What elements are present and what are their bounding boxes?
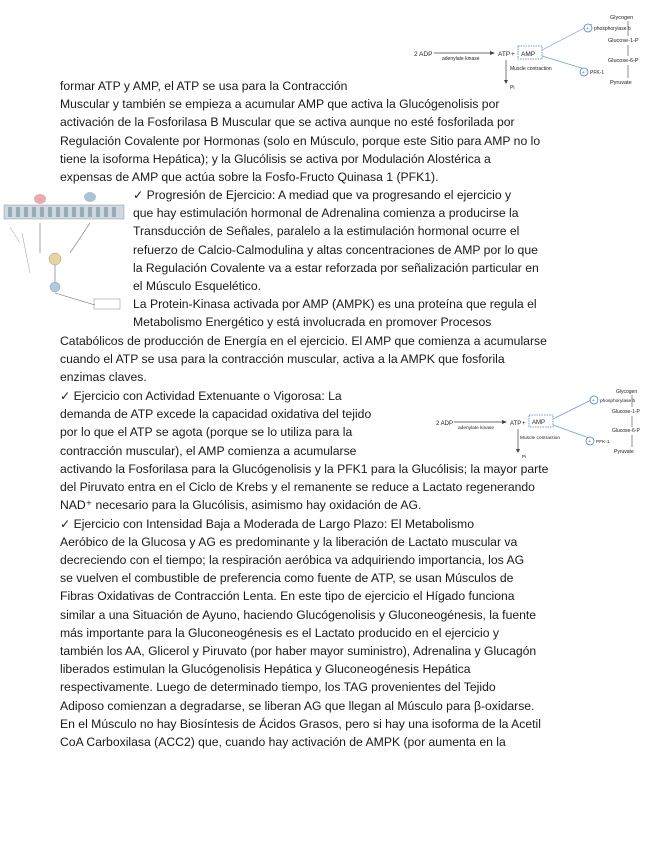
diagram-label-muscle: Muscle contraction	[510, 66, 552, 72]
diagram-label-g6p: Glucose-6-P	[612, 428, 640, 434]
text-line: expensas de AMP que actúa sobre la Fosfo-Fructo Quinasa 1 (PFK1).	[60, 170, 439, 185]
text-line: respectivamente. Luego de determinado tiempo, los TAG provenientes del Tejido	[60, 680, 496, 695]
svg-text:+: +	[522, 421, 526, 427]
diagram-label-phosphorylase: phosphorylase b	[600, 399, 636, 404]
text-line: la Regulación Covalente va a estar reforzada por señalización particular en	[133, 260, 539, 275]
text-line: del Piruvato entra en el Ciclo de Krebs y el remanente se reduce a Lactato regenerando	[60, 480, 535, 495]
svg-text:+: +	[592, 398, 595, 404]
diagram-label-adp: 2 ADP	[436, 421, 454, 427]
text-line: por lo que el ATP se agota (porque se lo utiliza para la	[60, 425, 353, 440]
text-line: demanda de ATP excede la capacidad oxidativa del tejido	[60, 407, 372, 422]
diagram-label-atp: ATP	[510, 421, 522, 427]
text-line: contracción muscular), el AMP comienza a acumularse	[60, 443, 357, 458]
text-line: ✓ Ejercicio con Intensidad Baja a Moderada de Largo Plazo: El Metabolismo	[60, 516, 474, 531]
diagram-label-pi: Pi	[522, 455, 527, 460]
paragraph-atp-amp	[60, 77, 605, 186]
text-line: Adiposo comienzan a degradarse, se liberan AG que llegan al Músculo para β-oxidarse.	[60, 698, 535, 713]
diagram-label-pyruvate: Pyruvate	[614, 449, 634, 455]
diagram-label-pfk: PFK-1	[590, 70, 605, 76]
diagram-label-pyruvate: Pyruvate	[610, 80, 632, 86]
text-line: el Músculo Esquelético.	[133, 279, 262, 294]
paragraph-progresion-ejercicio	[133, 186, 608, 332]
text-line: NAD⁺ necesario para la Glucólisis, asimismo hay oxidación de AG.	[60, 498, 422, 513]
text-line: Fibras Oxidativas de Contracción Lenta. En este tipo de ejercicio el Hígado funciona	[60, 589, 515, 604]
diagram-label-adp: 2 ADP	[414, 51, 433, 58]
diagram-label-g1p: Glucose-1-P	[612, 409, 640, 415]
diagram-label-phosphorylase: phosphorylase b	[594, 26, 631, 32]
text-line: Regulación Covalente por Hormonas (solo en Músculo, porque este Sitio para AMP no lo	[60, 133, 541, 148]
text-line: CoA Carboxilasa (ACC2) que, cuando hay activación de AMPK (por aumenta en la	[60, 735, 506, 750]
text-line: Metabolismo Energético y está involucrada en promover Procesos	[133, 315, 492, 330]
text-line: activando la Fosforilasa para la Glucógenolisis y la PFK1 para la Glucólisis; la mayor parte	[60, 462, 549, 476]
diagram-label-atp: ATP	[498, 51, 511, 58]
text-line: tiene la isoforma Hepática); y la Glucólisis se activa por Modulación Alostérica a	[60, 151, 491, 166]
diagram-label-pi: Pi	[510, 85, 515, 91]
text-line: cuando el ATP se usa para la contracción muscular, activa a la AMPK que fosforila	[60, 352, 505, 367]
diagram-label-amp: AMP	[532, 420, 546, 426]
text-line: decreciendo con el tiempo; la respiración aeróbica va adquiriendo importancia, los AG	[60, 553, 525, 568]
diagram-label-muscle: Muscle contraction	[520, 436, 560, 441]
paragraph-ejercicio-largo-plazo	[60, 460, 605, 751]
text-line: liberados estimulan la Glucógenolisis Hepática y Gluconeogénesis Hepática	[60, 662, 471, 677]
text-line: similar a una Situación de Ayuno, haciendo Glucógenolisis y Gluconeogénesis, la fuente	[60, 607, 537, 622]
text-line: Aeróbico de la Glucosa y AG es predominante y la liberación de Lactato muscular va	[60, 534, 518, 549]
svg-text:+: +	[582, 70, 585, 76]
diagram-label-enzyme: adenylate kinase	[442, 56, 480, 62]
signal-transduction-diagram	[0, 183, 128, 315]
diagram-label-amp: AMP	[521, 51, 536, 58]
diagram-label-g6p: Glucose-6-P	[608, 58, 639, 64]
text-line: que hay estimulación hormonal de Adrenalina comienza a producirse la	[133, 206, 519, 221]
text-line: activación de la Fosforilasa B Muscular que se activa aunque no esté fosforilada por	[60, 115, 515, 130]
text-line: ✓ Ejercicio con Actividad Extenuante o Vigorosa: La	[60, 389, 342, 403]
diagram-label-glycogen: Glycogen	[610, 15, 634, 21]
text-line: Muscular y también se empieza a acumular AMP que activa la Glucógenolisis por	[60, 97, 500, 112]
diagram-label-glycogen: Glycogen	[616, 389, 638, 395]
paragraph-ampk	[60, 332, 605, 387]
text-line: La Protein-Kinasa activada por AMP (AMPK) es una proteína que regula el	[133, 297, 537, 312]
amp-activation-diagram-mid	[432, 387, 650, 461]
paragraph-ejercicio-extenuante	[60, 387, 420, 460]
diagram-label-enzyme: adenylate kinase	[458, 426, 495, 431]
text-line: En el Músculo no hay Biosíntesis de Ácidos Grasos, pero si hay una isoforma de la Acetil	[60, 716, 541, 731]
text-line: también los AA, Glicerol y Piruvato (por haber mayor suministro), Adrenalina y Glucagón	[60, 644, 537, 659]
text-line: formar ATP y AMP, el ATP se usa para la Contracción	[60, 79, 348, 93]
svg-text:+: +	[586, 26, 589, 32]
text-line: refuerzo de Calcio-Calmodulina y altas concentraciones de AMP por lo que	[133, 242, 538, 257]
text-line: se vuelven el combustible de preferencia como fuente de ATP, se usan Músculos de	[60, 571, 514, 586]
text-line: Transducción de Señales, paralelo a la estimulación hormonal ocurre el	[133, 224, 520, 239]
diagram-label-pfk: PFK-1	[596, 440, 610, 445]
text-line: Catabólicos de producción de Energía en el ejercicio. El AMP que comienza a acumularse	[60, 334, 547, 348]
text-line: más importante para la Gluconeogénesis es el Lactato producido en el ejercicio y	[60, 625, 499, 640]
text-line: ✓ Progresión de Ejercicio: A mediad que va progresando el ejercicio y	[133, 188, 512, 202]
svg-text:+: +	[511, 51, 515, 58]
diagram-label-g1p: Glucose-1-P	[608, 38, 639, 44]
svg-text:+: +	[588, 439, 591, 445]
text-line: enzimas claves.	[60, 370, 147, 385]
